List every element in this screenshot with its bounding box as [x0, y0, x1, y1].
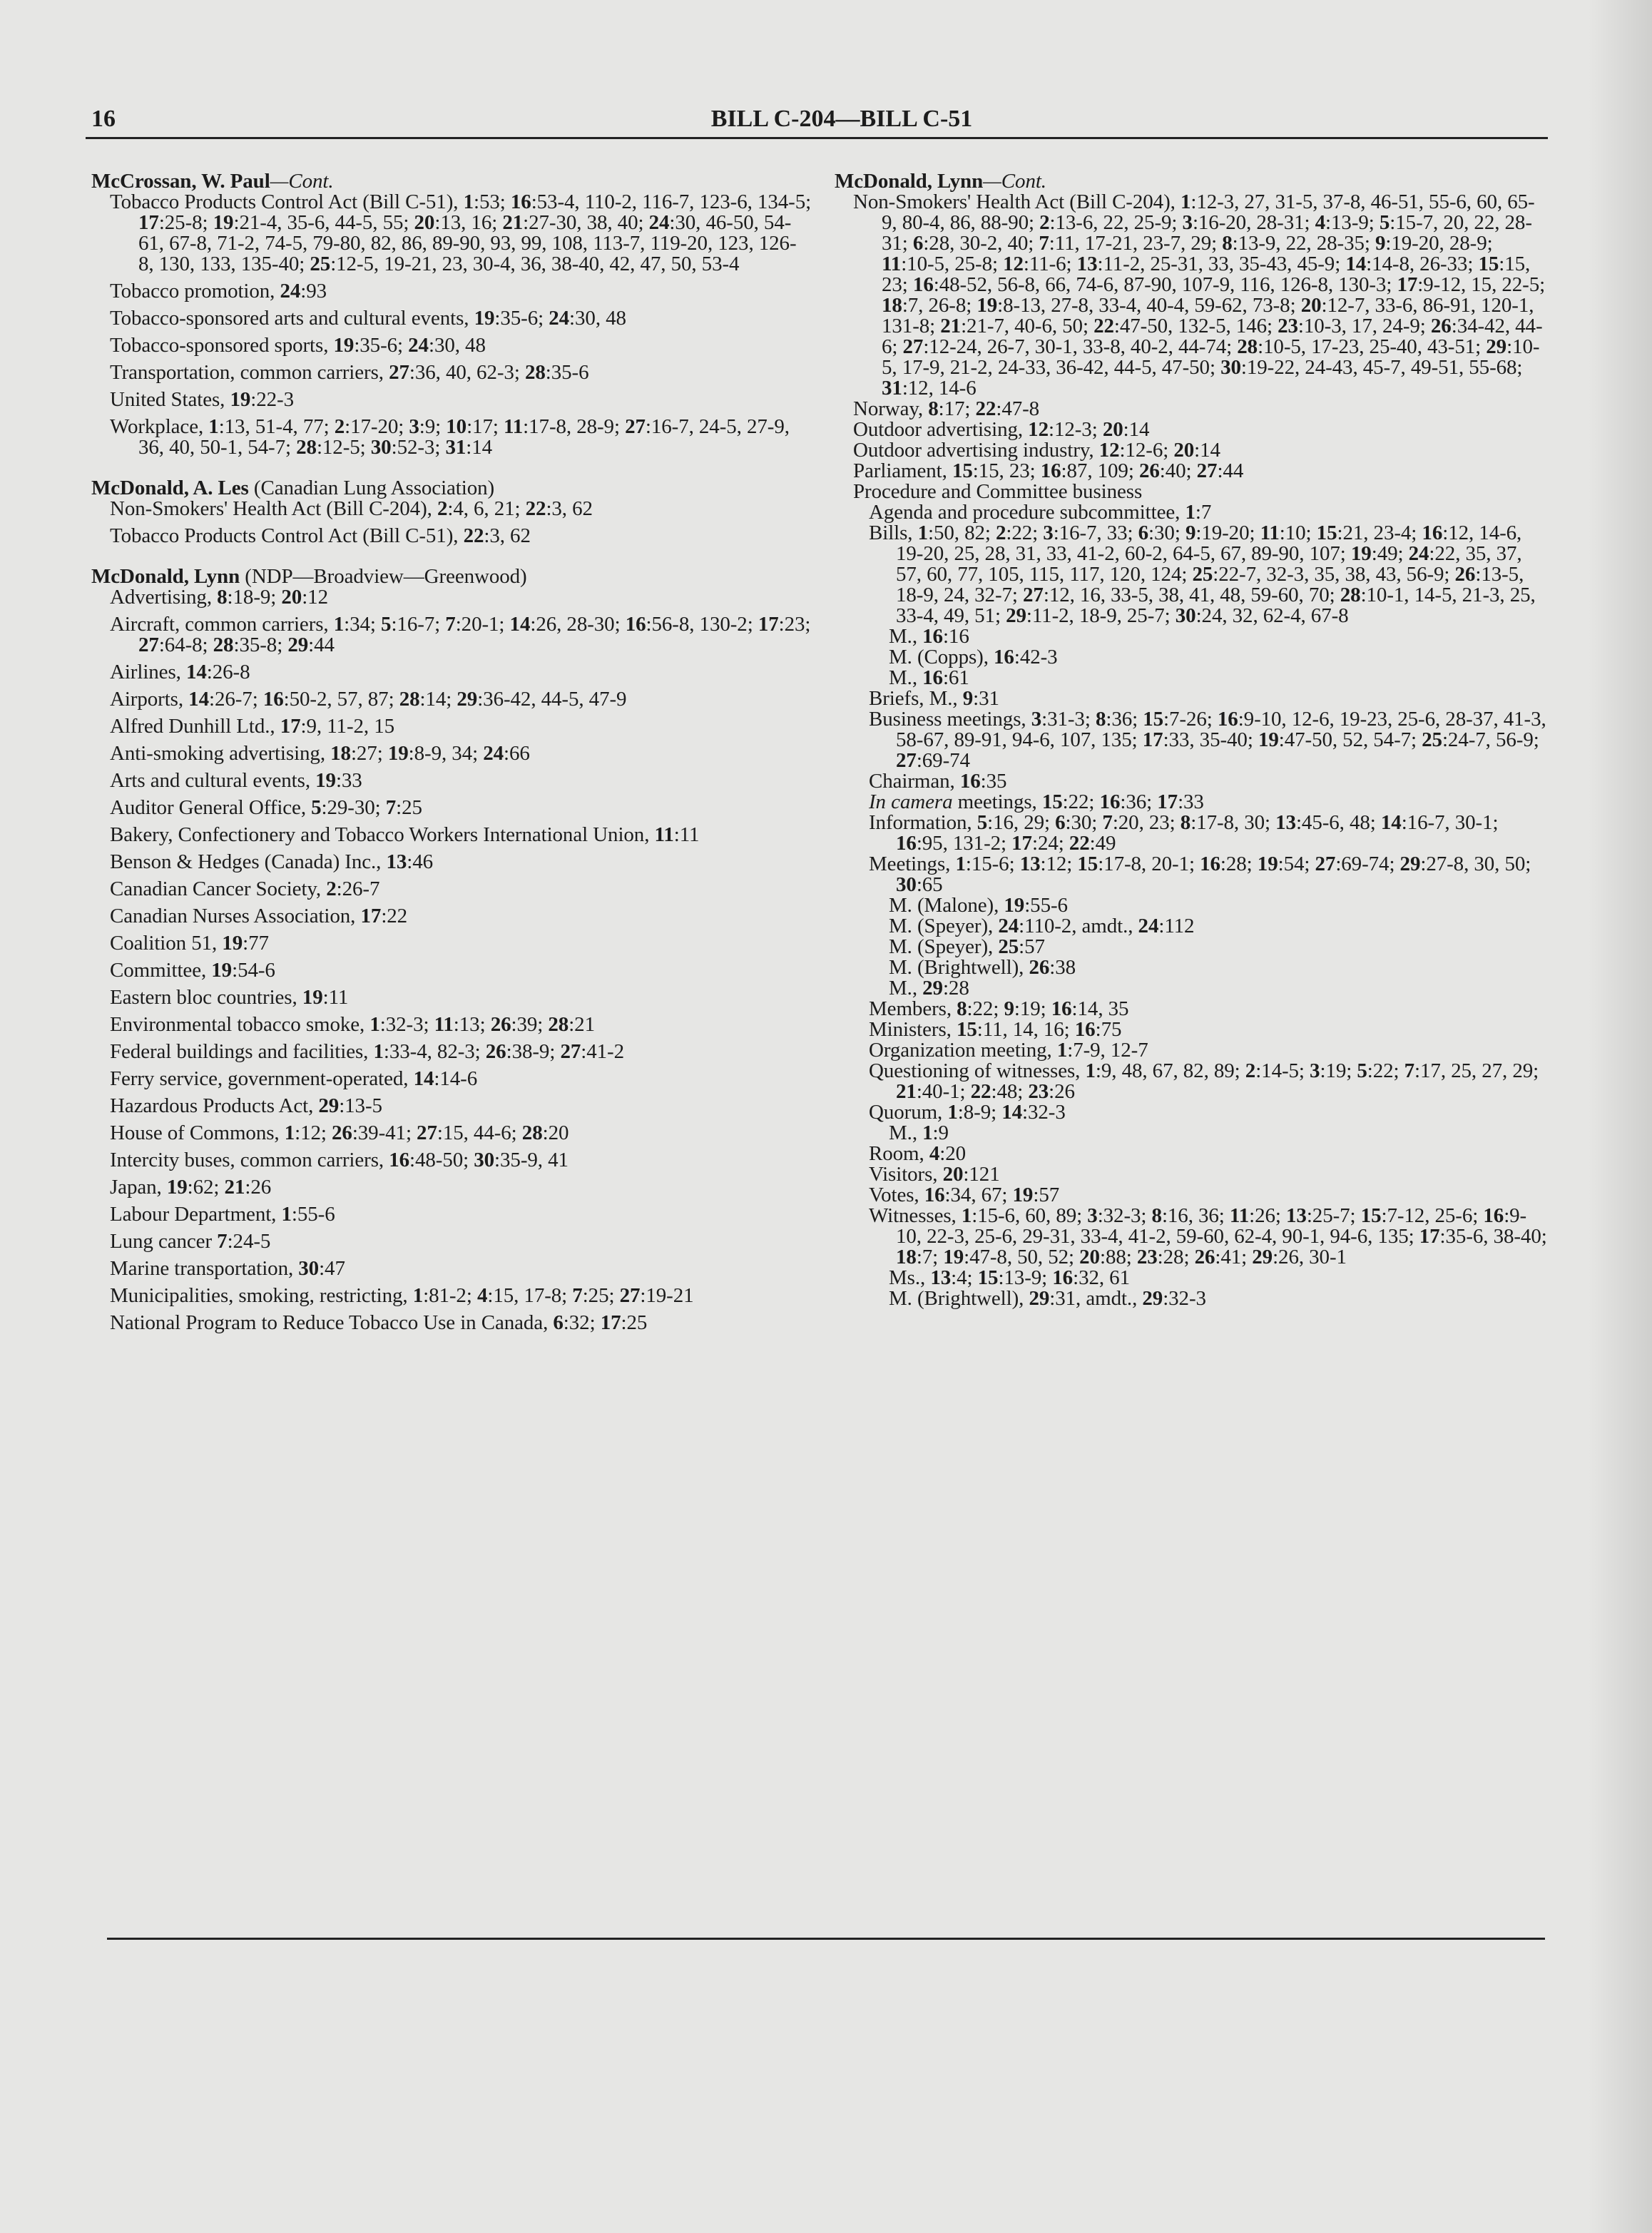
index-subentry: Bills, 1:50, 82; 2:22; 3:16-7, 33; 6:30; 9:19-20; 11:10; 15:21, 23-4; 16:12, 14-6, 19-20, 25, 28, 31, 33, 41-2, 60-2, 64-5, 67, 89-90, 107; 19:49; 24:22, 35, 37, 57, 60, 77, 105, 115, 117, 120, 124; 25:22-7, 32-3, 35, 38, 43, 56-9; 26:13-5, 18-9, 24, 32-7; 27:12, 16, 33-5, 38, 41, 48, 59-60, 70; 28:10-1, 14-5, 21-3, 25, 33-4, 49, 51; 29:11-2, 18-9, 25-7; 30:24, 32, 62-4, 67-8: [869, 522, 1536, 627]
header-rule: [86, 137, 1548, 139]
index-entry: Tobacco-sponsored sports, 19:35-6; 24:30, 48: [110, 334, 486, 357]
index-subentry: Quorum, 1:8-9; 14:32-3: [869, 1101, 1066, 1124]
index-subentry: Organization meeting, 1:7-9, 12-7: [869, 1039, 1148, 1062]
index-entry: Intercity buses, common carriers, 16:48-50; 30:35-9, 41: [110, 1149, 568, 1171]
index-entry: Tobacco-sponsored arts and cultural events, 19:35-6; 24:30, 48: [110, 307, 626, 330]
index-subentry: Visitors, 20:121: [869, 1163, 1000, 1186]
index-subentry: Agenda and procedure subcommittee, 1:7: [869, 501, 1212, 524]
index-motion: M., 16:16: [889, 625, 969, 648]
index-entry: Aircraft, common carriers, 1:34; 5:16-7; 7:20-1; 14:26, 28-30; 16:56-8, 130-2; 17:23; 27:64-8; 28:35-8; 29:44: [110, 613, 811, 656]
index-subentry: Witnesses, 1:15-6, 60, 89; 3:32-3; 8:16, 36; 11:26; 13:25-7; 15:7-12, 25-6; 16:9-10, 22-3, 25-6, 29-31, 33-4, 41-2, 59-60, 62-4, 90-1, 94-6, 135; 17:35-6, 38-40; 18:7; 19:47-8, 50, 52; 20:88; 23:28; 26:41; 29:26, 30-1: [869, 1204, 1547, 1268]
index-entry: Outdoor advertising, 12:12-3; 20:14: [853, 418, 1150, 441]
page-number: 16: [91, 106, 116, 132]
index-entry: Environmental tobacco smoke, 1:32-3; 11:13; 26:39; 28:21: [110, 1013, 595, 1036]
entry-list: [835, 192, 1548, 502]
index-heading: McCrossan, W. Paul—Cont.: [91, 170, 334, 193]
index-entry: Workplace, 1:13, 51-4, 77; 2:17-20; 3:9; 10:17; 11:17-8, 28-9; 27:16-7, 24-5, 27-9, 36, 40, 50-1, 54-7; 28:12-5; 30:52-3; 31:14: [110, 415, 790, 459]
index-entry: Airlines, 14:26-8: [110, 661, 250, 683]
index-motion: M. (Brightwell), 29:31, amdt., 29:32-3: [889, 1287, 1206, 1310]
running-head: BILL C-204—BILL C-51: [710, 106, 973, 132]
index-subentry: Votes, 16:34, 67; 19:57: [869, 1184, 1060, 1206]
index-entry: Eastern bloc countries, 19:11: [110, 986, 349, 1009]
index-entry: Transportation, common carriers, 27:36, 40, 62-3; 28:35-6: [110, 361, 589, 384]
left-column: [91, 171, 812, 1333]
index-subentry: Room, 4:20: [869, 1142, 966, 1165]
index-subentry: Briefs, M., 9:31: [869, 687, 999, 710]
index-subentry: Members, 8:22; 9:19; 16:14, 35: [869, 997, 1129, 1020]
index-motion: M. (Copps), 16:42-3: [889, 646, 1058, 668]
index-subentry: Business meetings, 3:31-3; 8:36; 15:7-26; 16:9-10, 12-6, 19-23, 25-6, 28-37, 41-3, 58-67, 89-91, 94-6, 107, 135; 17:33, 35-40; 19:47-50, 52, 54-7; 25:24-7, 56-9; 27:69-74: [869, 708, 1546, 772]
footer-rule: [107, 1938, 1545, 1940]
index-entry: Anti-smoking advertising, 18:27; 19:8-9, 34; 24:66: [110, 742, 530, 765]
entry-list: [91, 587, 812, 1333]
index-entry: Municipalities, smoking, restricting, 1:81-2; 4:15, 17-8; 7:25; 27:19-21: [110, 1284, 694, 1307]
entry-list: [91, 499, 812, 546]
index-entry: Hazardous Products Act, 29:13-5: [110, 1094, 382, 1117]
index-subentry: Meetings, 1:15-6; 13:12; 15:17-8, 20-1; 16:28; 19:54; 27:69-74; 29:27-8, 30, 50; 30:65: [869, 853, 1531, 896]
index-entry: Arts and cultural events, 19:33: [110, 769, 362, 792]
index-entry: House of Commons, 1:12; 26:39-41; 27:15, 44-6; 28:20: [110, 1121, 569, 1144]
right-column: [835, 171, 1548, 1309]
index-entry: Lung cancer 7:24-5: [110, 1230, 271, 1253]
index-subentry: Ministers, 15:11, 14, 16; 16:75: [869, 1018, 1122, 1041]
index-entry: Bakery, Confectionery and Tobacco Workers International Union, 11:11: [110, 823, 700, 846]
index-motion: M. (Speyer), 25:57: [889, 935, 1045, 958]
index-entry: Norway, 8:17; 22:47-8: [853, 397, 1040, 420]
index-entry: Committee, 19:54-6: [110, 959, 275, 982]
index-entry: Canadian Cancer Society, 2:26-7: [110, 878, 380, 900]
index-entry: Airports, 14:26-7; 16:50-2, 57, 87; 28:14; 29:36-42, 44-5, 47-9: [110, 688, 627, 711]
index-entry: Non-Smokers' Health Act (Bill C-204), 2:4, 6, 21; 22:3, 62: [110, 497, 593, 520]
index-heading: McDonald, Lynn—Cont.: [835, 170, 1046, 193]
index-entry: Auditor General Office, 5:29-30; 7:25: [110, 796, 422, 819]
index-entry: Federal buildings and facilities, 1:33-4, 82-3; 26:38-9; 27:41-2: [110, 1040, 624, 1063]
index-entry: Tobacco promotion, 24:93: [110, 280, 327, 302]
index-subentry: Chairman, 16:35: [869, 770, 1007, 793]
index-entry: United States, 19:22-3: [110, 388, 294, 411]
page-header: [86, 106, 1544, 134]
index-motion: M., 29:28: [889, 977, 969, 999]
index-motion: M. (Brightwell), 26:38: [889, 956, 1076, 979]
index-entry: Labour Department, 1:55-6: [110, 1203, 335, 1226]
index-motion: Ms., 13:4; 15:13-9; 16:32, 61: [889, 1266, 1130, 1289]
index-entry: Tobacco Products Control Act (Bill C-51), 1:53; 16:53-4, 110-2, 116-7, 123-6, 134-5; 17:25-8; 19:21-4, 35-6, 44-5, 55; 20:13, 16; 21:27-30, 38, 40; 24:30, 46-50, 54-61, 67-8, 71-2, 74-5, 79-80, 82, 86, 89-90, 93, 99, 108, 113-7, 119-20, 123, 126-8, 130, 133, 135-40; 25:12-5, 19-21, 23, 30-4, 36, 38-40, 42, 47, 50, 53-4: [110, 190, 812, 275]
index-entry: Parliament, 15:15, 23; 16:87, 109; 26:40; 27:44: [853, 459, 1244, 482]
index-entry: Ferry service, government-operated, 14:14-6: [110, 1067, 478, 1090]
index-subentry: In camera meetings, 15:22; 16:36; 17:33: [869, 790, 1204, 813]
index-entry: National Program to Reduce Tobacco Use in Canada, 6:32; 17:25: [110, 1311, 648, 1334]
index-entry: Benson & Hedges (Canada) Inc., 13:46: [110, 850, 434, 873]
index-entry: Advertising, 8:18-9; 20:12: [110, 586, 328, 609]
index-entry: Marine transportation, 30:47: [110, 1257, 345, 1280]
index-heading: McDonald, A. Les (Canadian Lung Association): [91, 477, 495, 499]
index-entry: Outdoor advertising industry, 12:12-6; 20:14: [853, 439, 1220, 462]
entry-list: [91, 192, 812, 458]
index-motion: M., 16:61: [889, 666, 969, 689]
index-entry: Japan, 19:62; 21:26: [110, 1176, 272, 1199]
index-heading: McDonald, Lynn (NDP—Broadview—Greenwood): [91, 565, 527, 588]
page-edge-shadow: [1588, 0, 1652, 2233]
index-entry: Coalition 51, 19:77: [110, 932, 269, 955]
index-motion: M. (Malone), 19:55-6: [889, 894, 1068, 917]
index-motion: M., 1:9: [889, 1121, 949, 1144]
index-entry: Canadian Nurses Association, 17:22: [110, 905, 408, 927]
procedure-subentries: [835, 502, 1548, 1309]
index-subentry: Information, 5:16, 29; 6:30; 7:20, 23; 8:17-8, 30; 13:45-6, 48; 14:16-7, 30-1; 16:95, 131-2; 17:24; 22:49: [869, 811, 1499, 855]
index-subentry: Questioning of witnesses, 1:9, 48, 67, 82, 89; 2:14-5; 3:19; 5:22; 7:17, 25, 27, 29; 21:40-1; 22:48; 23:26: [869, 1059, 1539, 1103]
index-entry: Alfred Dunhill Ltd., 17:9, 11-2, 15: [110, 715, 394, 738]
index-entry: Procedure and Committee business: [853, 480, 1143, 503]
index-entry: Non-Smokers' Health Act (Bill C-204), 1:12-3, 27, 31-5, 37-8, 46-51, 55-6, 60, 65-9, 80-4, 86, 88-90; 2:13-6, 22, 25-9; 3:16-20, 28-31; 4:13-9; 5:15-7, 20, 22, 28-31; 6:28, 30-2, 40; 7:11, 17-21, 23-7, 29; 8:13-9, 22, 28-35; 9:19-20, 28-9; 11:10-5, 25-8; 12:11-6; 13:11-2, 25-31, 33, 35-43, 45-9; 14:14-8, 26-33; 15:15, 23; 16:48-52, 56-8, 66, 74-6, 87-90, 107-9, 116, 126-8, 130-3; 17:9-12, 15, 22-5; 18:7, 26-8; 19:8-13, 27-8, 33-4, 40-4, 59-62, 73-8; 20:12-7, 33-6, 86-91, 120-1, 131-8; 21:21-7, 40-6, 50; 22:47-50, 132-5, 146; 23:10-3, 17, 24-9; 26:34-42, 44-6; 27:12-24, 26-7, 30-1, 33-8, 40-2, 44-74; 28:10-5, 17-23, 25-40, 43-51; 29:10-5, 17-9, 21-2, 24-33, 36-42, 44-5, 47-50; 30:19-22, 24-43, 45-7, 49-51, 55-68; 31:12, 14-6: [853, 190, 1546, 400]
index-entry: Tobacco Products Control Act (Bill C-51), 22:3, 62: [110, 524, 531, 547]
index-motion: M. (Speyer), 24:110-2, amdt., 24:112: [889, 915, 1195, 937]
